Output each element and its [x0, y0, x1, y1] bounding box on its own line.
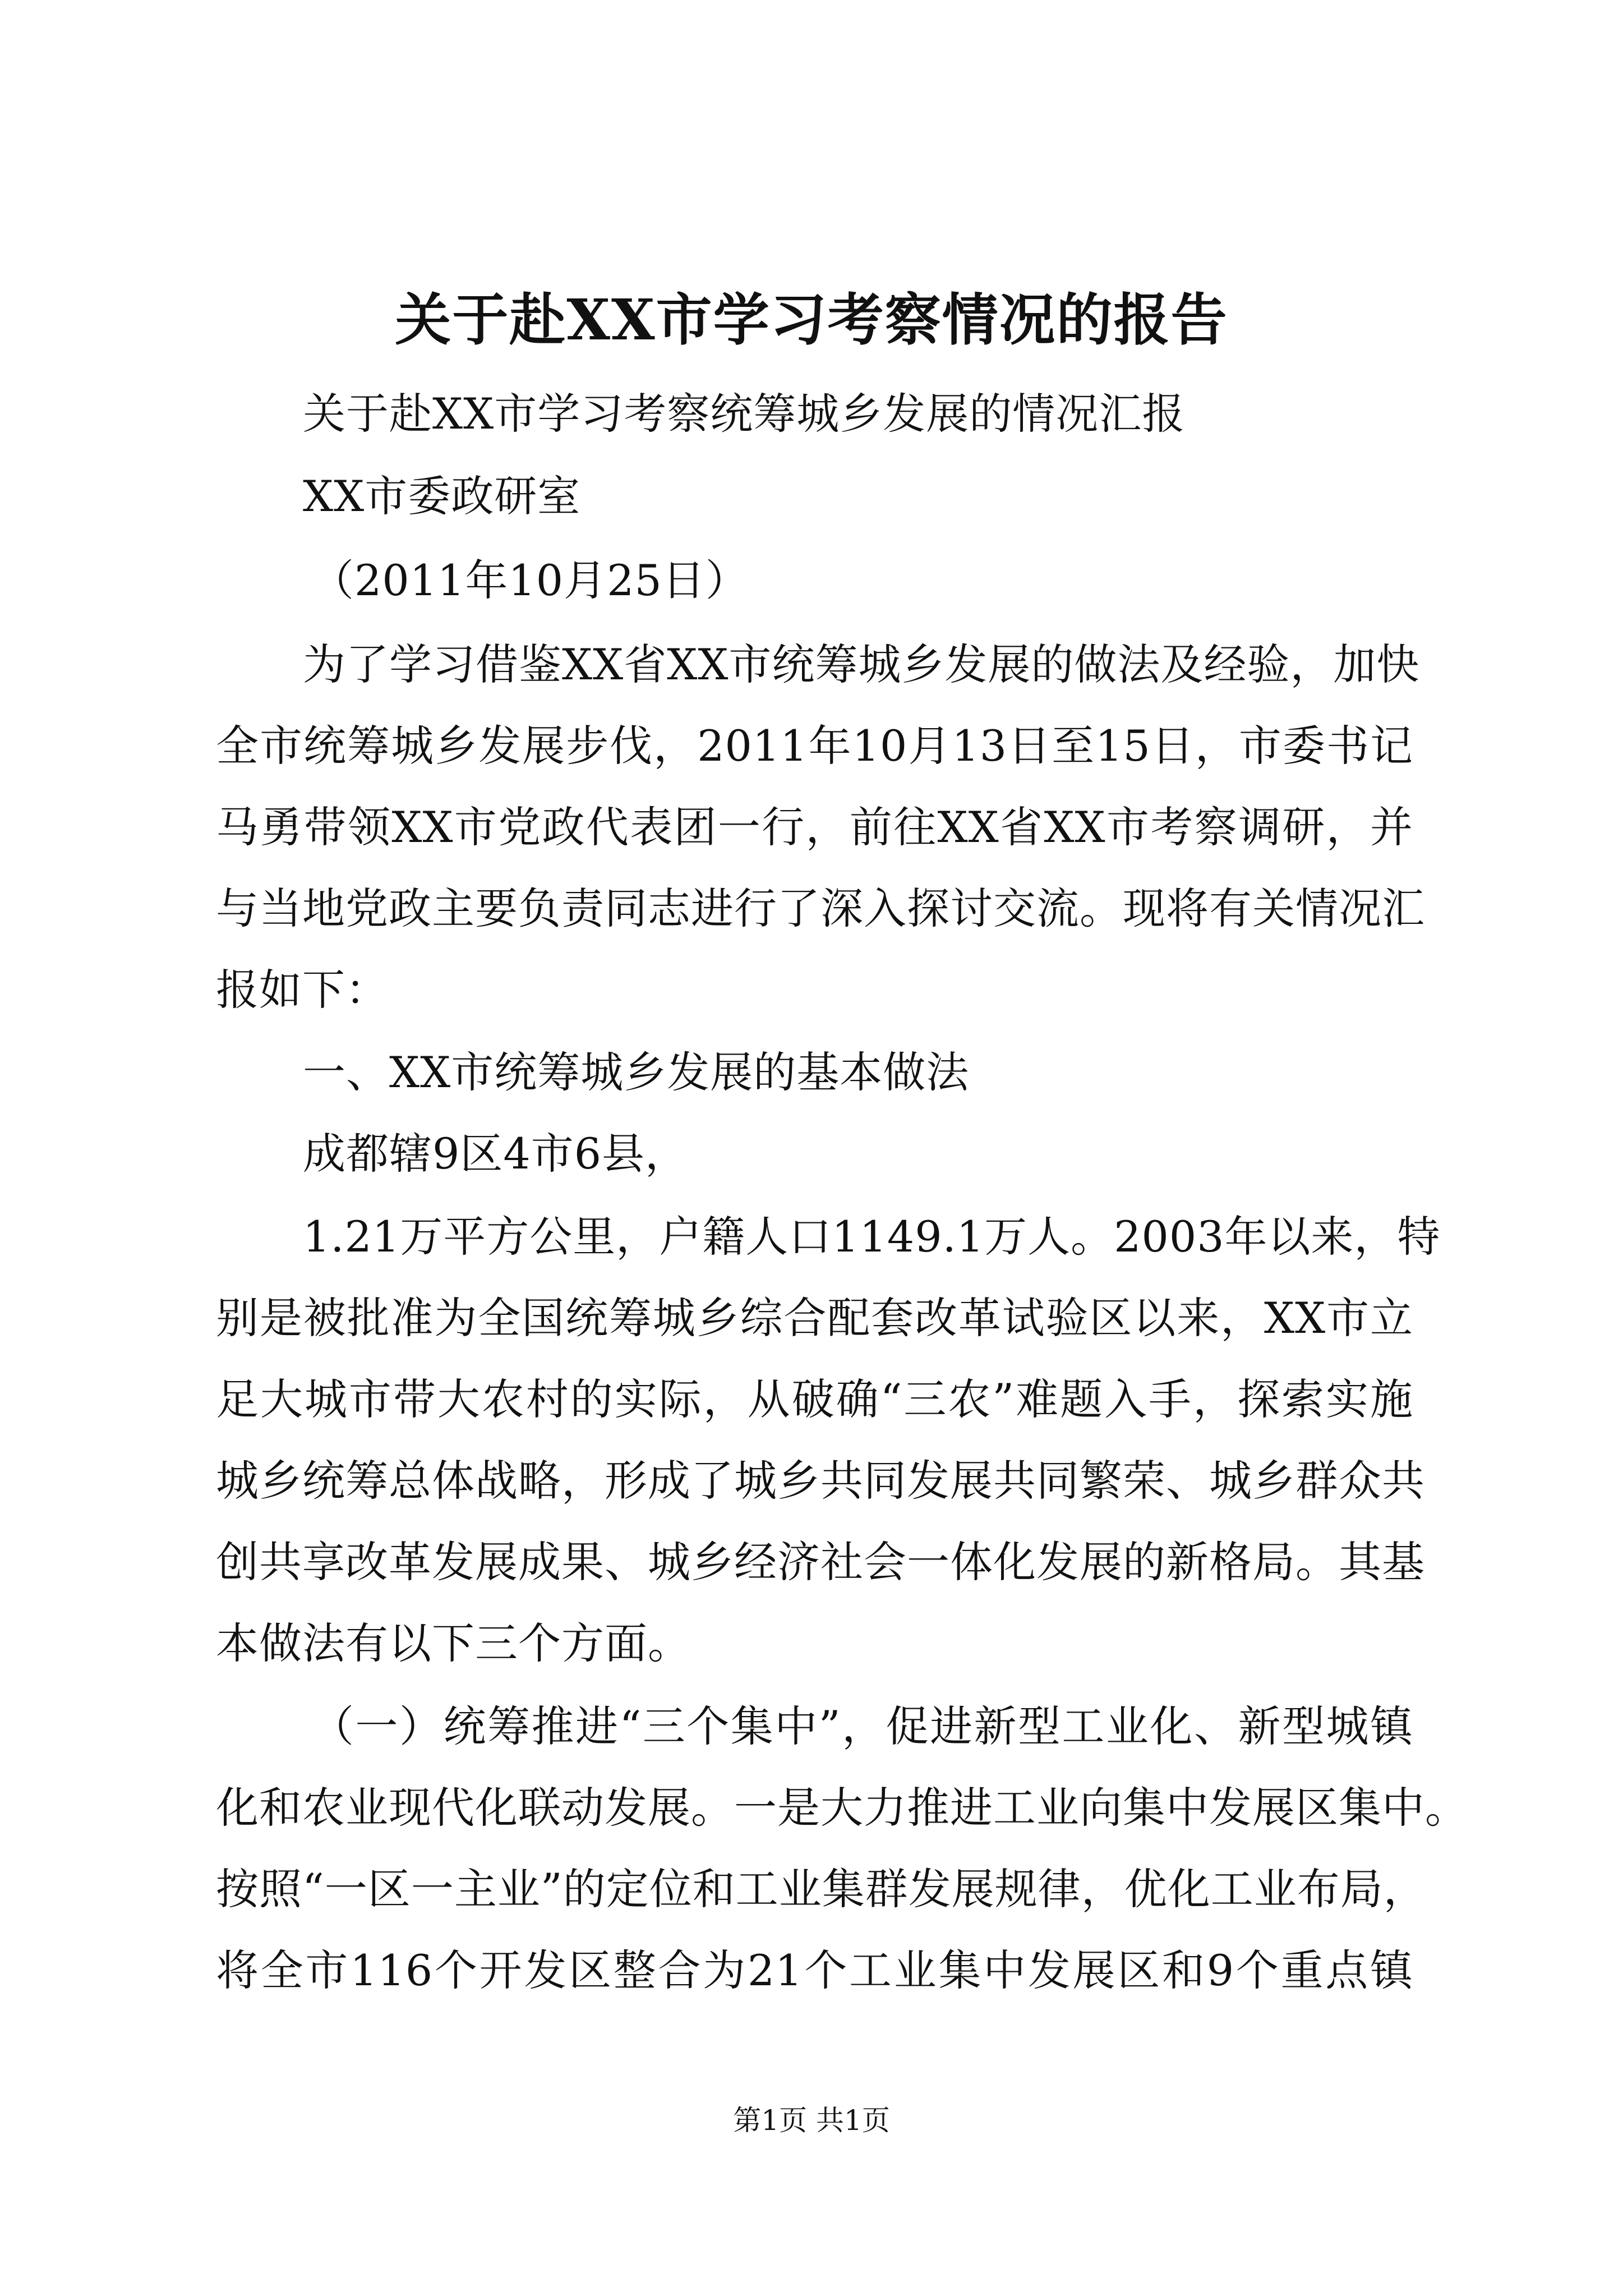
body-line: 为了学习借鉴XX省XX市统筹城乡发展的做法及经验，加快	[303, 639, 1420, 689]
body-line: 报如下：	[216, 965, 389, 1015]
body-line: 成都辖9区4市6县，	[303, 1129, 689, 1179]
body-line: 创共享改革发展成果、城乡经济社会一体化发展的新格局。其基	[216, 1537, 1425, 1587]
body-line: 1.21万平方公里，户籍人口1149.1万人。2003年以来，特	[303, 1212, 1441, 1262]
body-line: 全市统筹城乡发展步伐，2011年10月13日至15日，市委书记	[216, 721, 1413, 771]
body-line: 按照“一区一主业”的定位和工业集群发展规律，优化工业布局，	[216, 1864, 1427, 1914]
body-line: 将全市116个开发区整合为21个工业集中发展区和9个重点镇	[216, 1945, 1413, 1995]
page-footer: 第1页 共1页	[733, 2104, 890, 2137]
document-title: 关于赴XX市学习考察情况的报告	[395, 287, 1228, 353]
document-author: XX市委政研室	[303, 471, 581, 521]
body-line: 别是被批准为全国统筹城乡综合配套改革试验区以来，XX市立	[216, 1293, 1413, 1343]
body-line: 马勇带领XX市党政代表团一行，前往XX省XX市考察调研，并	[216, 802, 1413, 852]
body-line: 足大城市带大农村的实际，从破确“三农”难题入手，探索实施	[216, 1374, 1413, 1424]
body-line: 与当地党政主要负责同志进行了深入探讨交流。现将有关情况汇	[216, 884, 1425, 933]
body-line: 城乡统筹总体战略，形成了城乡共同发展共同繁荣、城乡群众共	[216, 1456, 1425, 1506]
section-heading: 一、XX市统筹城乡发展的基本做法	[303, 1047, 970, 1097]
subsection-line: （一）统筹推进“三个集中”，促进新型工业化、新型城镇	[311, 1701, 1413, 1751]
document-subtitle: 关于赴XX市学习考察统筹城乡发展的情况汇报	[303, 389, 1186, 439]
body-line: 本做法有以下三个方面。	[216, 1618, 691, 1668]
body-line: 化和农业现代化联动发展。一是大力推进工业向集中发展区集中。	[216, 1783, 1468, 1833]
document-date: （2011年10月25日）	[311, 555, 749, 605]
